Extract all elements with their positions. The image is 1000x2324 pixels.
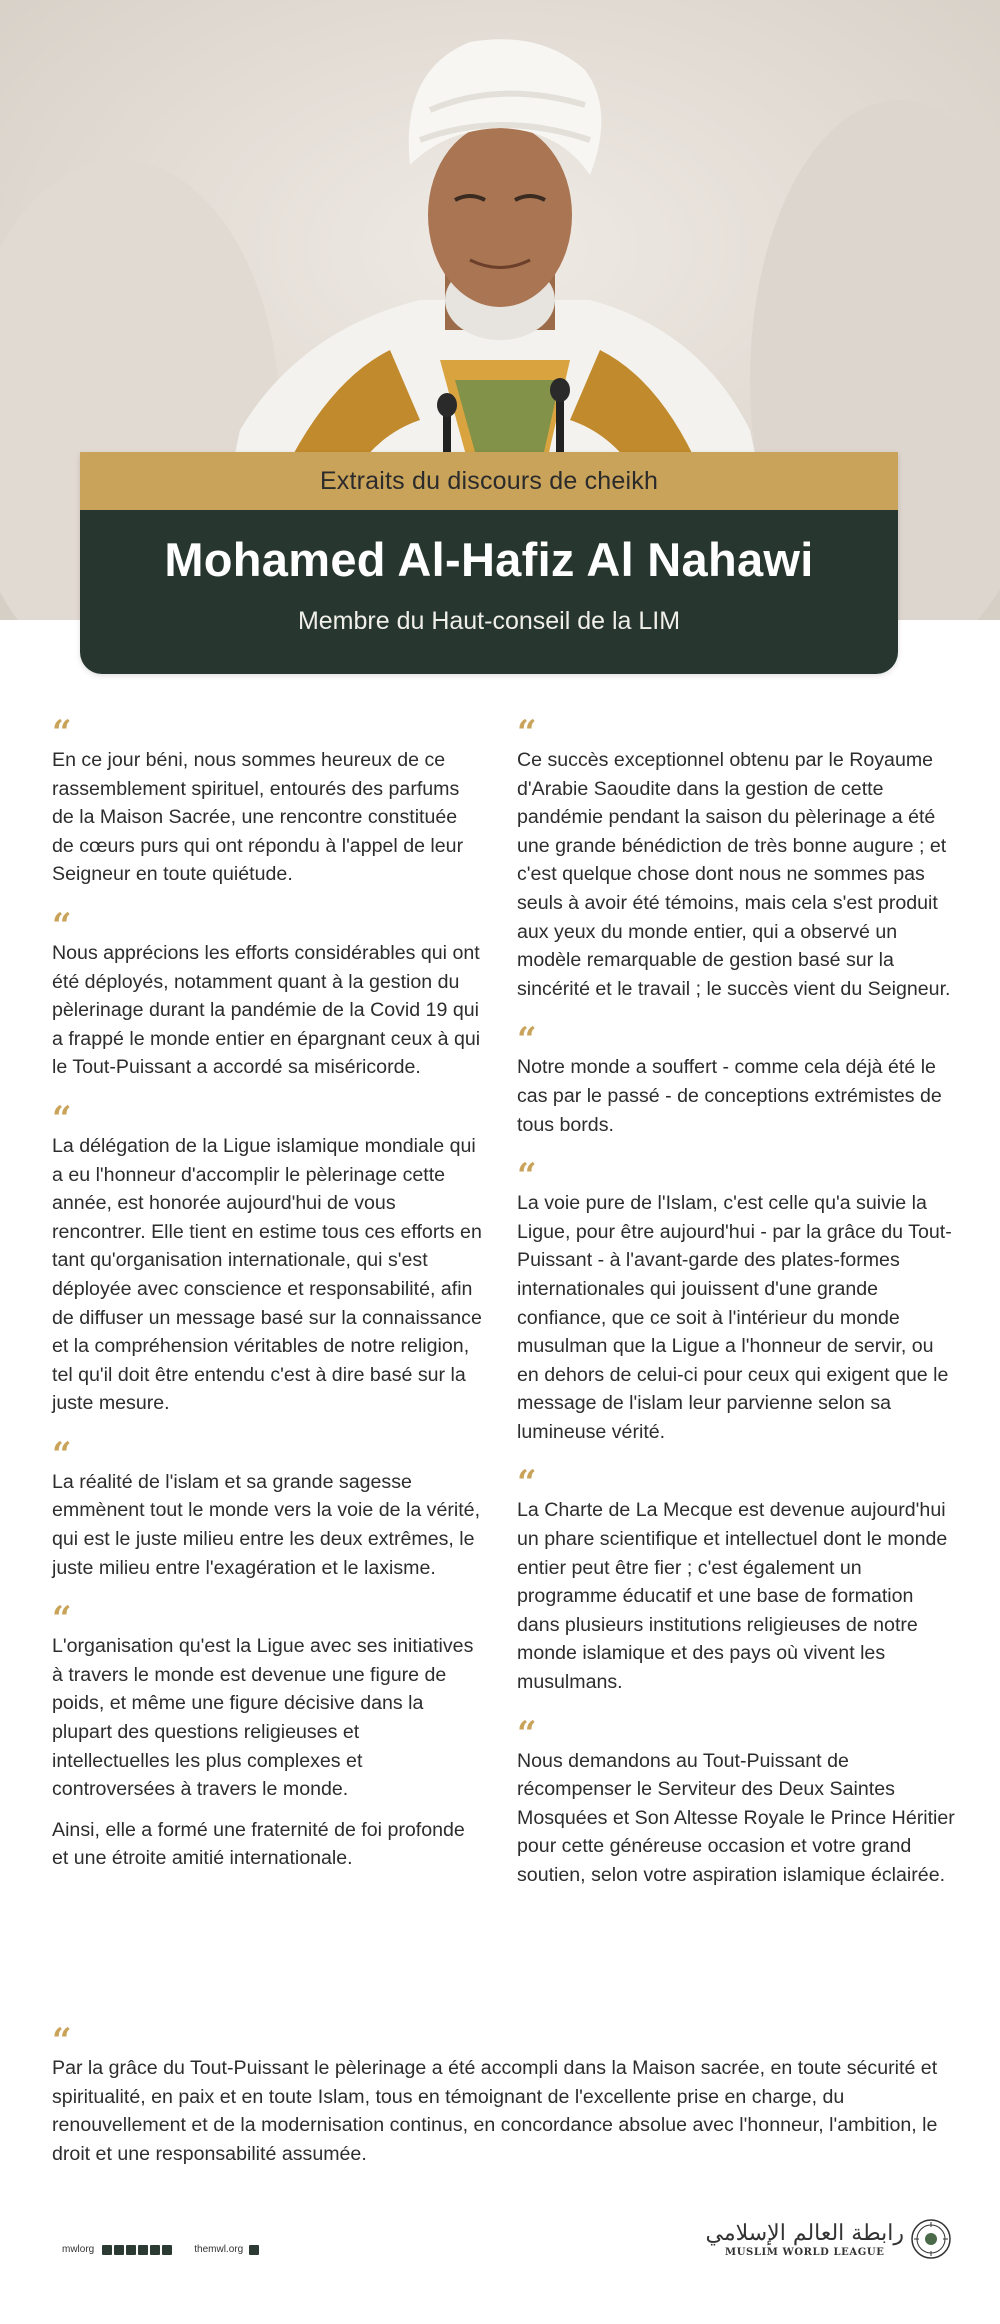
- quote-block: [52, 713, 482, 889]
- quote-block: [517, 1463, 957, 1696]
- quote-block: [517, 713, 957, 1003]
- social-links: [62, 2244, 281, 2255]
- logo-arabic: رابطة العالم الإسلامي: [705, 2220, 904, 2246]
- title-card: [80, 452, 898, 674]
- instagram-icon[interactable]: [126, 2245, 136, 2255]
- quote-mark-icon: “: [52, 713, 72, 753]
- web-icon: [249, 2245, 259, 2255]
- quote-block: [517, 1713, 957, 1890]
- quote-mark-icon: “: [517, 1463, 537, 1504]
- quote-mark-icon: “: [517, 1156, 537, 1197]
- quote-block: [52, 1098, 482, 1418]
- quote-text: L'organisation qu'est la Ligue avec ses initiatives à travers le monde est devenue une figure de poids, et même une figure décisive dans la plupart des questions religieuses et intellectuelles les plus complexes et controversées à travers le monde.: [52, 1635, 474, 1801]
- snapchat-icon[interactable]: [150, 2245, 160, 2255]
- youtube-icon[interactable]: [138, 2245, 148, 2255]
- twitter-icon[interactable]: [102, 2245, 112, 2255]
- speech-kicker: Extraits du discours de cheikh: [80, 452, 898, 510]
- website-link[interactable]: themwl.org: [194, 2244, 244, 2255]
- quote-text: Nous demandons au Tout-Puissant de récompenser le Serviteur des Deux Saintes Mosquées et Son Altesse Royale le Prince Héritier pour cette généreuse occasion et votre grand soutien, selon votre aspiration islamique éclairée.: [517, 1749, 955, 1886]
- facebook-icon[interactable]: [114, 2245, 124, 2255]
- social-icons: [102, 2245, 172, 2255]
- logo-text: [705, 2221, 904, 2258]
- quote-text: Notre monde a souffert - comme cela déjà été le cas par le passé - de conceptions extrémistes de tous bords.: [517, 1056, 942, 1136]
- quote-text: La voie pure de l'Islam, c'est celle qu'a suivie la Ligue, pour être aujourd'hui - par la grâce du Tout-Puissant - à l'avant-garde des plates-formes internationales qui jouissent d'une grande confiance, que ce soit à l'intérieur du monde musulman que la Ligue a l'honneur de servir, ou en dehors de celui-ci pour ceux qui exigent que le message de l'islam leur parvienne selon sa lumineuse vérité.: [517, 1192, 952, 1443]
- quote-text: Ainsi, elle a formé une fraternité de foi profonde et une étroite amitié internationale.: [52, 1818, 465, 1870]
- quote-text: La réalité de l'islam et sa grande sagesse emmènent tout le monde vers la voie de la vérité, qui est le juste milieu entre les deux extrêmes, le juste milieu entre l'exagération et le laxisme.: [52, 1470, 481, 1579]
- tiktok-icon[interactable]: [162, 2245, 172, 2255]
- quote-text: La délégation de la Ligue islamique mondiale qui a eu l'honneur d'accomplir le pèlerinage cette année, est honorée aujourd'hui de vous rencontrer. Elle tient en estime tous ces efforts en tant qu'organisation internationale, qui s'est déployée avec conscience et responsabilité, afin de diffuser un message basé sur la connaissance et la compréhension véritables de notre religion, tel qu'il doit être entendu c'est à dire basé sur la juste mesure.: [52, 1134, 482, 1415]
- web-icon-wrap: [249, 2245, 259, 2255]
- mwl-emblem-icon: [910, 2218, 952, 2260]
- quote-mark-icon: “: [517, 1713, 537, 1754]
- quote-block: [52, 905, 482, 1082]
- right-column: [517, 713, 957, 1916]
- quote-block: [517, 1020, 957, 1139]
- logo-english: MUSLIM WORLD LEAGUE: [725, 2246, 885, 2258]
- social-handle: mwlorg: [62, 2244, 95, 2255]
- quote-mark-icon: “: [517, 1020, 537, 1061]
- quote-mark-icon: “: [52, 905, 72, 946]
- quote-mark-icon: “: [52, 1599, 72, 1640]
- mwl-logo: [705, 2218, 952, 2260]
- closing-quote: [52, 2021, 952, 2168]
- quote-mark-icon: “: [52, 1098, 72, 1139]
- quote-text: Par la grâce du Tout-Puissant le pèlerinage a été accompli dans la Maison sacrée, en toute sécurité et spiritualité, en paix et en toute Islam, tous en témoignant de l'excellente prise en charge, du renouvellement et de la modernisation continus, en concordance absolue avec l'honneur, l'ambition, le droit et une responsabilité assumée.: [52, 2057, 938, 2165]
- footer: [52, 2218, 952, 2268]
- quote-block: [52, 1599, 482, 1873]
- left-column: [52, 713, 482, 1899]
- quote-mark-icon: “: [517, 713, 537, 753]
- quote-text: En ce jour béni, nous sommes heureux de ce rassemblement spirituel, entourés des parfums de la Maison Sacrée, une rencontre constituée de cœurs purs qui ont répondu à l'appel de leur Seigneur en toute quiétude.: [52, 749, 464, 886]
- speaker-name: Mohamed Al-Hafiz Al Nahawi: [164, 533, 814, 586]
- quote-mark-icon: “: [52, 2021, 72, 2061]
- quote-text: La Charte de La Mecque est devenue aujourd'hui un phare scientifique et intellectuel dont le monde entier peut être fier ; c'est également un programme éducatif et une base de formation dans plusieurs institutions religieuses de notre monde islamique et des pays où vivent les musulmans.: [517, 1499, 948, 1694]
- quote-mark-icon: “: [52, 1434, 72, 1475]
- quote-text: Ce succès exceptionnel obtenu par le Royaume d'Arabie Saoudite dans la gestion de cette pandémie pendant la saison du pèlerinage a été une grande bénédiction de très bonne augure ; et c'est quelque chose dont nous ne sommes pas seuls à avoir été témoins, mais cela s'est produit aux yeux du monde entier, qui a observé un modèle remarquable de gestion basé sur la sincérité et le travail ; le succès vient du Seigneur.: [517, 749, 951, 1000]
- quote-block: [52, 1434, 482, 1582]
- title-card-main: [80, 510, 898, 674]
- quote-block: [517, 1156, 957, 1446]
- quote-text: Nous apprécions les efforts considérables qui ont été déployés, notamment quant à la gestion du pèlerinage durant la pandémie de la Covid 19 qui a frappé le monde entier en épargnant ceux à qui le Tout-Puissant a accordé sa miséricorde.: [52, 941, 481, 1079]
- speaker-role: Membre du Haut-conseil de la LIM: [297, 607, 681, 635]
